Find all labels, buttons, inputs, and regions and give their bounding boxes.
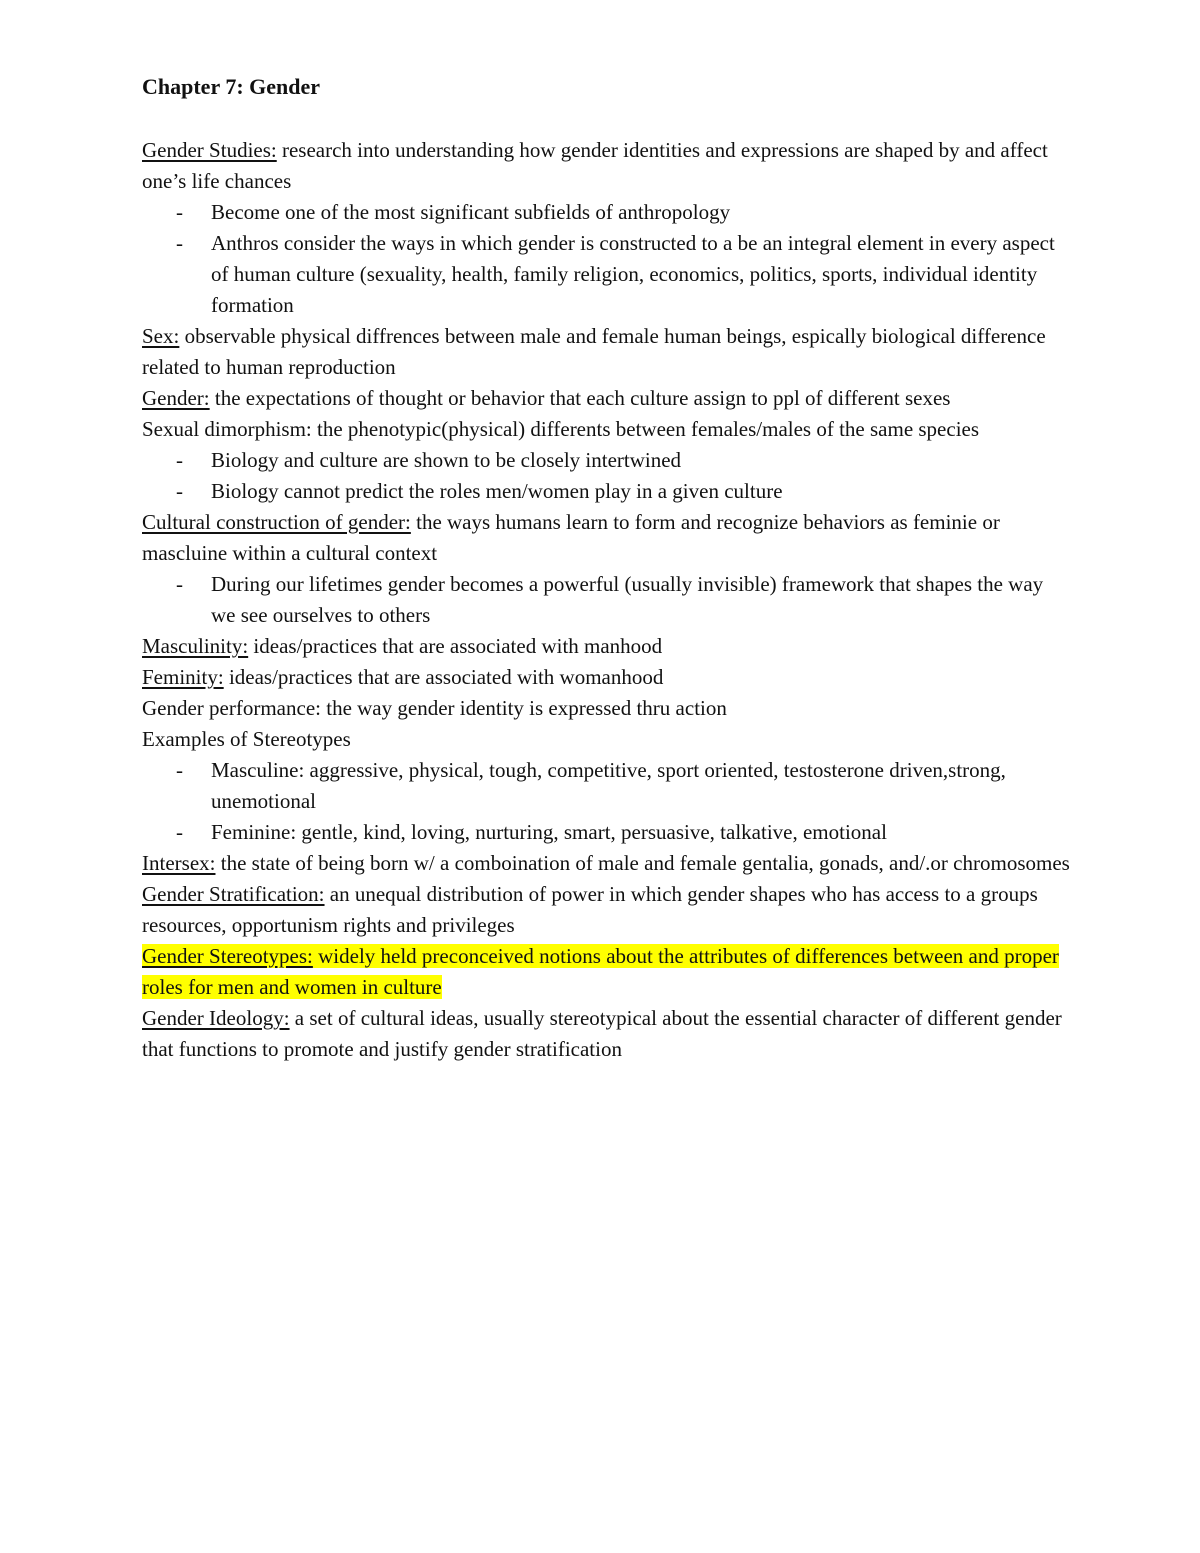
bullet-text: Biology cannot predict the roles men/women play in a given culture (211, 479, 783, 503)
bullet-text: Masculine: aggressive, physical, tough, competitive, sport oriented, testosterone driven,strong, unemotional (211, 758, 1006, 813)
term-definition: the ways humans learn to form and recognize behaviors as feminie or mascluine within a cultural context (142, 510, 1000, 565)
bullet-item (142, 817, 1072, 848)
bullet-text: Biology and culture are shown to be closely intertwined (211, 448, 682, 472)
term-definition: Sexual dimorphism: the phenotypic(physical) differents between females/males of the same species (142, 417, 980, 441)
term-definition: ideas/practices that are associated with manhood (248, 634, 663, 658)
entry-line (142, 665, 663, 689)
bullet-text: During our lifetimes gender becomes a powerful (usually invisible) framework that shapes the way we see ourselves to others (211, 572, 1044, 627)
entry-line (142, 727, 351, 751)
dash-marker: - (176, 572, 183, 596)
term-definition: research into understanding how gender identities and expressions are shaped by and affect one’s life chances (142, 138, 1048, 193)
bullet-list (142, 569, 1072, 631)
term-definition: ideas/practices that are associated with womanhood (223, 665, 664, 689)
term-definition: Gender performance: the way gender identity is expressed thru action (142, 696, 727, 720)
notes-body (142, 135, 1072, 1065)
term-label: Cultural construction of gender: (142, 510, 411, 534)
bullet-text: Feminine: gentle, kind, loving, nurturing, smart, persuasive, talkative, emotional (211, 820, 887, 844)
bullet-item (142, 476, 1072, 507)
term-definition: the expectations of thought or behavior that each culture assign to ppl of different sexes (209, 386, 951, 410)
document-page (142, 70, 1072, 1065)
term-definition: a set of cultural ideas, usually stereotypical about the essential character of different gender that functions to promote and justify gender stratification (142, 1006, 1062, 1061)
dash-marker: - (176, 820, 183, 844)
bullet-text: Become one of the most significant subfields of anthropology (211, 200, 731, 224)
term-label: Masculinity: (142, 634, 249, 658)
dash-marker: - (176, 479, 183, 503)
dash-marker: - (176, 231, 183, 255)
term-definition: widely held preconceived notions about the attributes of differences between and proper roles for men and women in culture (142, 944, 1059, 999)
entry-line (142, 696, 727, 720)
note-entry (142, 848, 1072, 879)
bullet-list (142, 755, 1072, 848)
entry-line (142, 510, 1000, 565)
term-definition: Examples of Stereotypes (142, 727, 351, 751)
dash-marker: - (176, 758, 183, 782)
term-label: Gender Studies: (142, 138, 277, 162)
entry-line (142, 851, 1070, 875)
term-definition: observable physical diffrences between male and female human beings, espically biological difference related to human reproduction (142, 324, 1046, 379)
bullet-list (142, 445, 1072, 507)
dash-marker: - (176, 200, 183, 224)
note-entry (142, 1003, 1072, 1065)
note-entry (142, 507, 1072, 569)
term-label: Gender Stereotypes: (142, 944, 313, 968)
term-label: Intersex: (142, 851, 216, 875)
bullet-text: Anthros consider the ways in which gender is constructed to a be an integral element in every aspect of human culture (sexuality, health, family religion, economics, politics, sports, individual identity formation (211, 231, 1055, 317)
entry-line (142, 882, 1038, 937)
term-label: Gender: (142, 386, 210, 410)
note-entry (142, 631, 1072, 662)
note-entry (142, 135, 1072, 197)
entry-line (142, 386, 950, 410)
bullet-item (142, 197, 1072, 228)
term-label: Gender Stratification: (142, 882, 325, 906)
note-entry (142, 693, 1072, 724)
term-definition: an unequal distribution of power in which gender shapes who has access to a groups resources, opportunism rights and privileges (142, 882, 1038, 937)
bullet-item (142, 755, 1072, 817)
note-entry (142, 662, 1072, 693)
term-label: Sex: (142, 324, 180, 348)
note-entry (142, 383, 1072, 414)
note-entry (142, 724, 1072, 755)
entry-line (142, 417, 979, 441)
note-entry (142, 879, 1072, 941)
highlighted-entry (142, 944, 1059, 999)
entry-line (142, 634, 662, 658)
note-entry (142, 941, 1072, 1003)
term-label: Gender Ideology: (142, 1006, 290, 1030)
entry-line (142, 1006, 1062, 1061)
entry-line (142, 138, 1048, 193)
term-label: Feminity: (142, 665, 224, 689)
bullet-list (142, 197, 1072, 321)
note-entry (142, 414, 1072, 445)
bullet-item (142, 445, 1072, 476)
page-title: Chapter 7: Gender (142, 74, 321, 99)
term-definition: the state of being born w/ a comboination of male and female gentalia, gonads, and/.or chromosomes (215, 851, 1070, 875)
bullet-item (142, 569, 1072, 631)
note-entry (142, 321, 1072, 383)
dash-marker: - (176, 448, 183, 472)
entry-line (142, 324, 1046, 379)
bullet-item (142, 228, 1072, 321)
